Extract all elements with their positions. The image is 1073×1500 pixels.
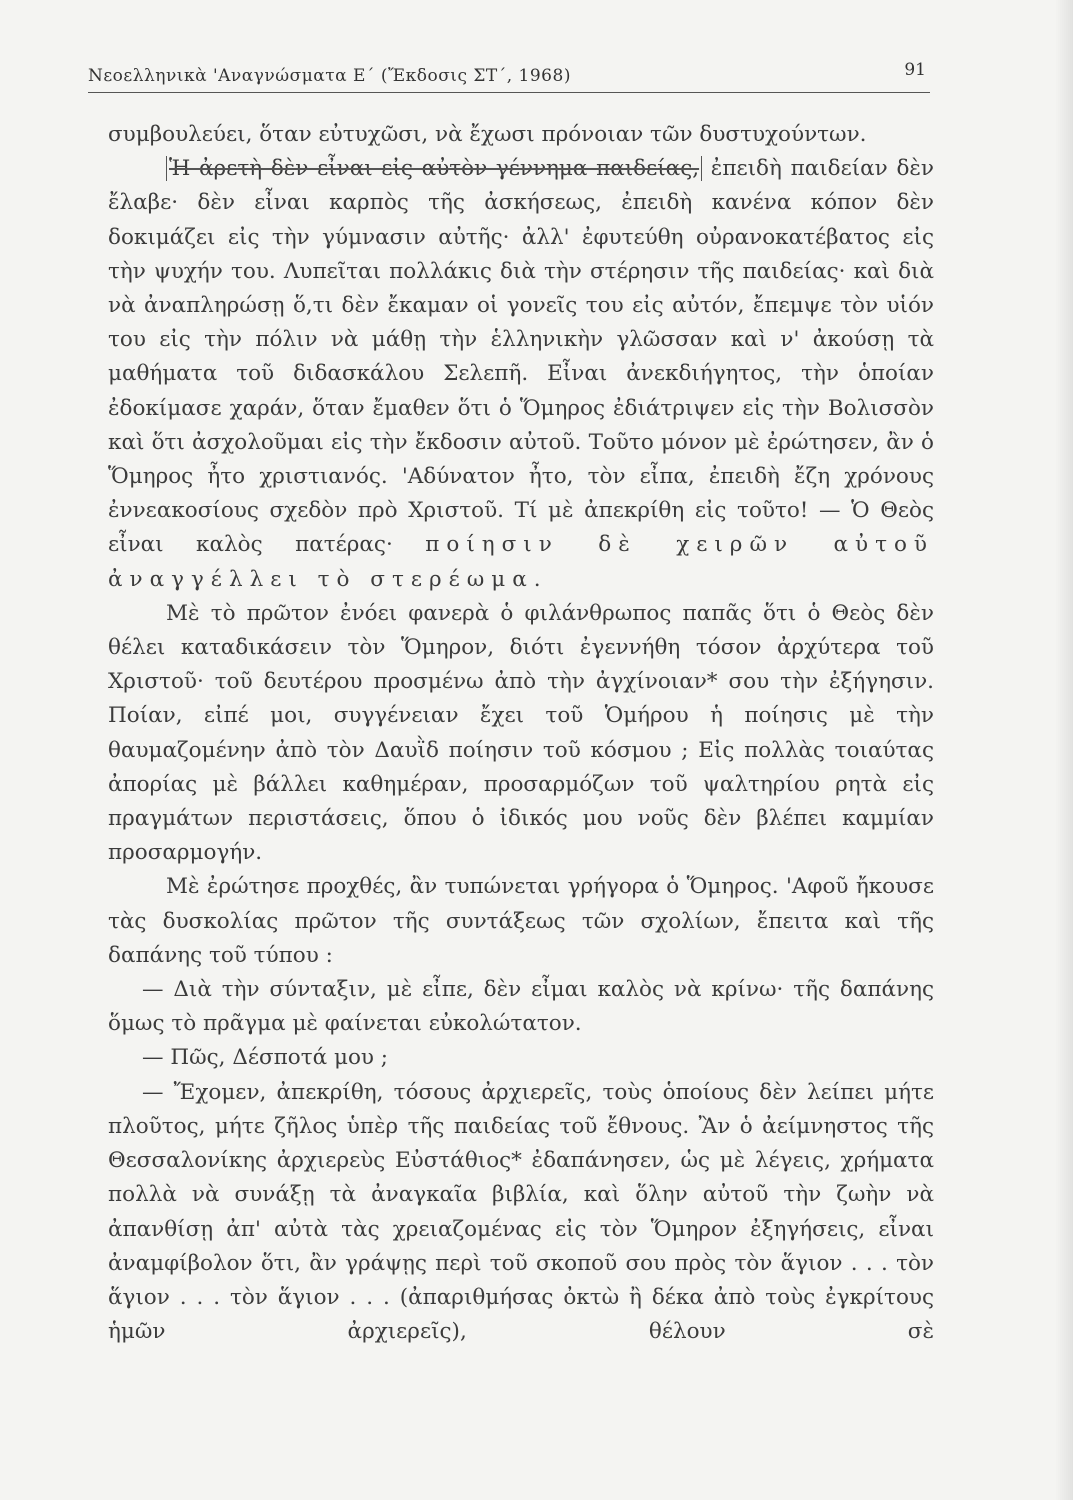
running-head: Νεοελληνικὰ 'Αναγνώσματα Ε΄ (Ἔκδοσις ΣΤ΄, 1968) (88, 66, 571, 86)
paragraph-2-body: ἐπειδὴ παιδείαν δὲν ἔλαβε· δὲν εἶναι καρπὸς τῆς ἀσκήσεως, ἐπειδὴ κανένα κόπον δὲν δοκιμάζει εἰς τὴν γύμνασιν αὐτῆς· ἀλλ' ἐφυτεύθη οὐρανοκατέβατος εἰς τὴν ψυχήν του. Λυπεῖται πολλάκις διὰ τὴν στέρησιν τῆς παιδείας· καὶ διὰ νὰ ἀναπληρώσῃ ὅ,τι δὲν ἔκαμαν οἱ γονεῖς του εἰς αὐτόν, ἔπεμψε τὸν υἱόν του εἰς τὴν πόλιν νὰ μάθῃ τὴν ἑλληνικὴν γλῶσσαν καὶ ν' ἀκούσῃ τὰ μαθήματα τοῦ διδασκάλου Σελεπῆ. Εἶναι ἀνεκδιήγητος, τὴν ὁποίαν ἐδοκίμασε χαράν, ὅταν ἔμαθεν ὅτι ὁ Ὅμηρος ἐδιάτριψεν εἰς τὴν Βολισσὸν καὶ ὅτι ἀσχολοῦμαι εἰς τὴν ἔκδοσιν αὐτοῦ. Τοῦτο μόνον μὲ ἐρώτησεν, ἂν ὁ Ὅμηρος ἦτο χριστιανός. 'Αδύνατον ἦτο, τὸν εἶπα, ἐπειδὴ ἔζη χρόνους ἐννεακοσίους σχεδὸν πρὸ Χριστοῦ. Τί μὲ ἀπεκρίθη εἰς τοῦτο! — Ὁ Θεὸς εἶναι καλὸς πατέρας· (108, 156, 935, 558)
struck-phrase: Ἡ ἀρετὴ δὲν εἶναι εἰς αὐτὸν γέννημα παιδείας, (166, 156, 702, 181)
page-edge-shadow (1055, 0, 1073, 1500)
page-number: 91 (904, 60, 926, 80)
paragraph-2 (108, 152, 934, 597)
dialogue-line-3: — Ἔχομεν, ἀπεκρίθη, τόσους ἀρχιερεῖς, τοὺς ὁποίους δὲν λείπει μήτε πλοῦτος, μήτε ζῆλος ὑπὲρ τῆς παιδείας τοῦ ἔθνους. Ἂν ὁ ἀείμνηστος τῆς Θεσσαλονίκης ἀρχιερεὺς Εὐστάθιος* ἐδαπάνησεν, ὡς μὲ λέγεις, χρήματα πολλὰ νὰ συνάξῃ τὰ ἀναγκαῖα βιβλία, καὶ ὅλην αὐτοῦ τὴν ζωὴν νὰ ἀπανθίσῃ ἀπ' αὐτὰ τὰς χρειαζομένας εἰς τὸν Ὅμηρον ἐξηγήσεις, εἶναι ἀναμφίβολον ὅτι, ἂν γράψῃς περὶ τοῦ σκοποῦ σου πρὸς τὸν ἅγιον . . . τὸν ἅγιον . . . τὸν ἅγιον . . . (ἀπαριθμήσας ὀκτὼ ἢ δέκα ἀπὸ τοὺς ἐγκρίτους ἡμῶν ἀρχιερεῖς), θέλουν σὲ (108, 1079, 934, 1345)
spaced-quotation: ποίησιν δὲ χειρῶν αὐτοῦ ἀναγγέλλει τὸ στερέωμα. (108, 532, 934, 592)
paragraph-4: Μὲ ἐρώτησε προχθές, ἂν τυπώνεται γρήγορα ὁ Ὅμηρος. 'Αφοῦ ἤκουσε τὰς δυσκολίας πρῶτον τῆς συντάξεως τῶν σχολίων, ἔπειτα καὶ τῆς δαπάνης τοῦ τύπου : (108, 874, 934, 968)
body-text (108, 118, 934, 1349)
paragraph-1: συμβουλεύει, ὅταν εὐτυχῶσι, νὰ ἔχωσι πρόνοιαν τῶν δυστυχούντων. (108, 122, 867, 147)
page-header (88, 52, 930, 93)
dialogue-line-2: — Πῶς, Δέσποτά μου ; (142, 1045, 389, 1071)
dialogue-line-1: — Διὰ τὴν σύνταξιν, μὲ εἶπε, δὲν εἶμαι καλὸς νὰ κρίνω· τῆς δαπάνης ὅμως τὸ πρᾶγμα μὲ φαίνεται εὐκολώτατον. (108, 977, 934, 1037)
paragraph-3: Μὲ τὸ πρῶτον ἐνόει φανερὰ ὁ φιλάνθρωπος παπᾶς ὅτι ὁ Θεὸς δὲν θέλει καταδικάσειν τὸν Ὅμηρον, διότι ἐγεννήθη τόσον ἀρχύτερα τοῦ Χριστοῦ· τοῦ δευτέρου προσμένω ἀπὸ τὴν ἀγχίνοιαν* σου τὴν ἐξήγησιν. Ποίαν, εἰπέ μοι, συγγένειαν ἔχει τοῦ Ὁμήρου ἡ ποίησις μὲ τὴν θαυμαζομένην ἀπὸ τὸν Δαυῒδ ποίησιν τοῦ κόσμου ; Εἰς πολλὰς τοιαύτας ἀπορίας μὲ βάλλει καθημέραν, προσαρμόζων τοῦ ψαλτηρίου ρητὰ εἰς πραγμάτων περιστάσεις, ὅπου ὁ ἰδικός μου νοῦς δὲν βλέπει καμμίαν προσαρμογήν. (108, 600, 934, 866)
